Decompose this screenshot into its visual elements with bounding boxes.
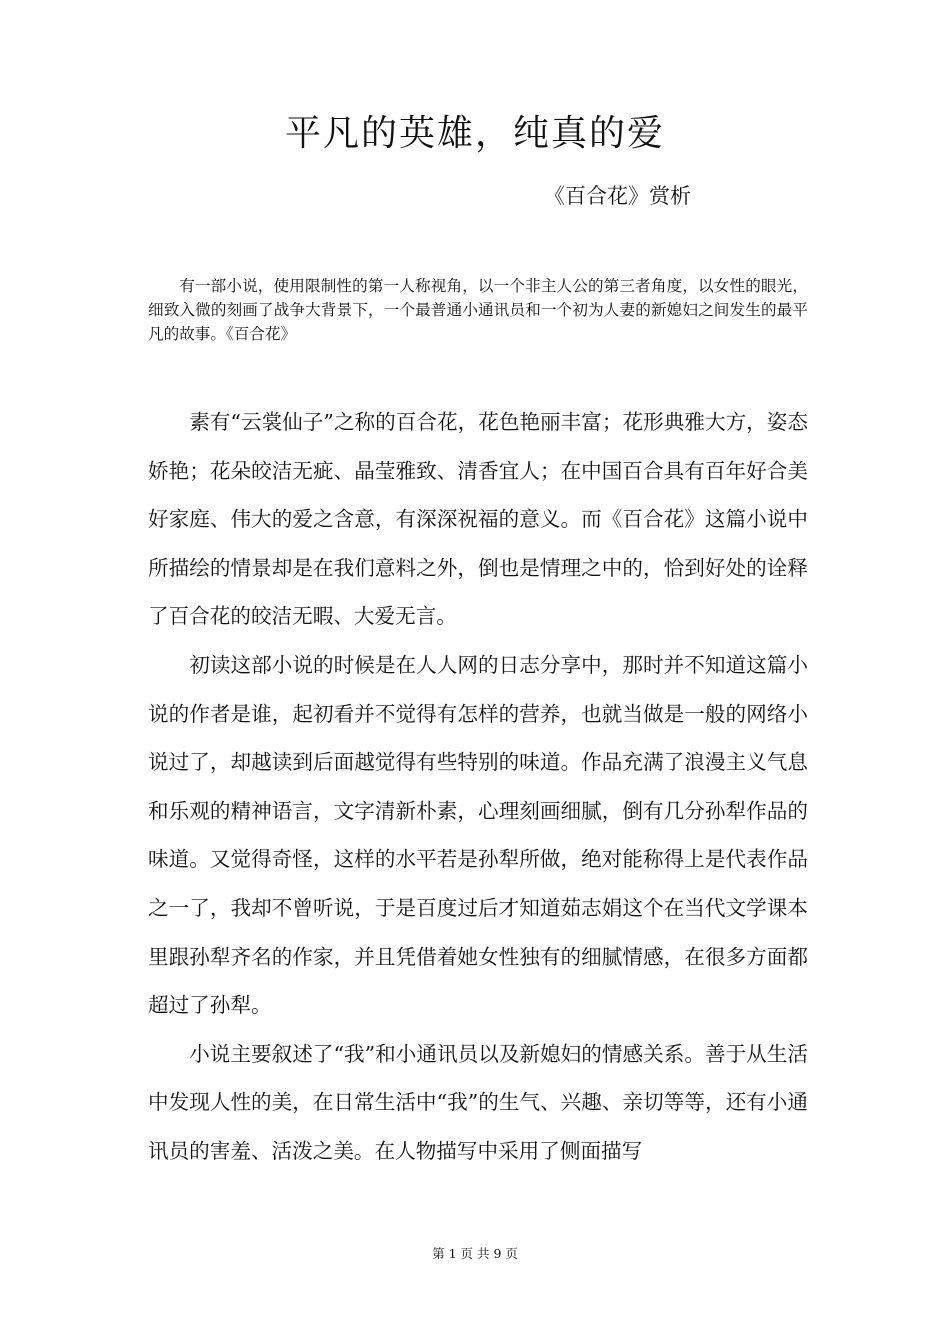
abstract bbox=[148, 274, 808, 346]
abstract-text: 有一部小说，使用限制性的第一人称视角，以一个非主人公的第三者角度，以女性的眼光，细致入微的刻画了战争大背景下，一个最普通小通讯员和一个初为人妻的新媳妇之间发生的最平凡的故事。《百合花》 bbox=[148, 277, 808, 343]
page-footer: 第 1 页 共 9 页 bbox=[432, 1246, 518, 1261]
body-paragraph-2: 初读这部小说的时候是在人人网的日志分享中，那时并不知道这篇小说的作者是谁，起初看并不觉得有怎样的营养，也就当做是一般的网络小说过了，却越读到后面越觉得有些特别的味道。作品充满了浪漫主义气息和乐观的精神语言，文字清新朴素，心理刻画细腻，倒有几分孙犁作品的味道。又觉得奇怪，这样的水平若是孙犁所做，绝对能称得上是代表作品之一了，我却不曾听说，于是百度过后才知道茹志娟这个在当代文学课本里跟孙犁齐名的作家，并且凭借着她女性独有的细腻情感，在很多方面都超过了孙犁。 bbox=[148, 652, 808, 1018]
page-subtitle: 《百合花》赏析 bbox=[544, 184, 691, 208]
body-paragraph-3: 小说主要叙述了“我”和小通讯员以及新媳妇的情感关系。善于从生活中发现人性的美，在日常生活中“我”的生气、兴趣、亲切等等，还有小通讯员的害羞、活泼之美。在人物描写中采用了侧面描写 bbox=[148, 1041, 808, 1163]
article-body bbox=[148, 398, 808, 1176]
body-paragraph-1: 素有“云裳仙子”之称的百合花，花色艳丽丰富；花形典雅大方，姿态娇艳；花朵皎洁无疵、晶莹雅致、清香宜人；在中国百合具有百年好合美好家庭、伟大的爱之含意，有深深祝福的意义。而《百合花》这篇小说中所描绘的情景却是在我们意料之外，倒也是情理之中的，恰到好处的诠释了百合花的皎洁无暇、大爱无言。 bbox=[148, 410, 808, 629]
page-title: 平凡的英雄，纯真的爱 bbox=[284, 113, 665, 154]
